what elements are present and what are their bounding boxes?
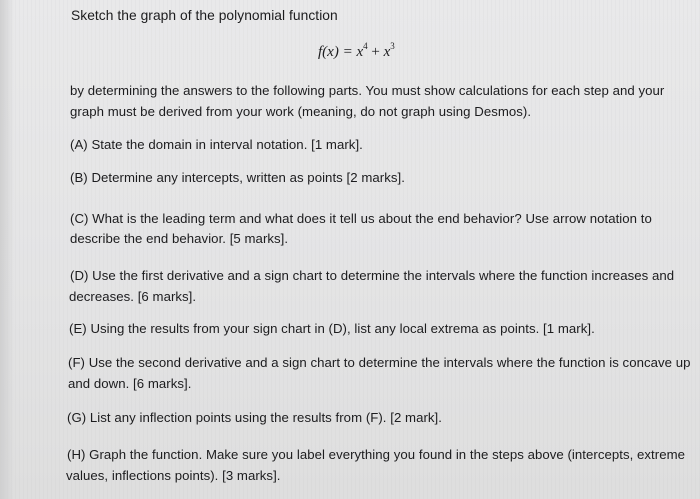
polynomial-formula (318, 42, 395, 61)
part-f-line-1: (F) Use the second derivative and a sign chart to determine the intervals where the function is concave up (68, 355, 691, 370)
part-c-line-1: (C) What is the leading term and what does it tell us about the end behavior? Use arrow notation to (70, 211, 652, 226)
part-b-line-1: (B) Determine any intercepts, written as points [2 marks]. (70, 170, 405, 185)
instructions-line-2: graph must be derived from your work (meaning, do not graph using Desmos). (70, 104, 532, 119)
formula-exponent-2: 3 (390, 41, 395, 51)
part-c-line-2: describe the end behavior. [5 marks]. (70, 231, 289, 246)
instructions-line-1: by determining the answers to the following parts. You must show calculations for each step and your (70, 83, 665, 98)
photo-shadow-edge (0, 0, 14, 499)
intro-line: Sketch the graph of the polynomial function (71, 8, 338, 23)
part-f-line-2: and down. [6 marks]. (68, 376, 192, 391)
part-e-line-1: (E) Using the results from your sign chart in (D), list any local extrema as points. [1 mark]. (69, 321, 595, 336)
formula-lhs: f(x) = (318, 44, 357, 60)
part-h-line-2: values, inflections points). [3 marks]. (66, 468, 281, 483)
part-d-line-2: decreases. [6 marks]. (69, 289, 197, 304)
part-g-line-1: (G) List any inflection points using the results from (F). [2 mark]. (67, 410, 442, 425)
formula-exponent-1: 4 (363, 41, 368, 51)
formula-operator: + (367, 44, 384, 60)
part-d-line-1: (D) Use the first derivative and a sign chart to determine the intervals where the function increases and (70, 268, 675, 283)
formula-base-1: x (356, 44, 364, 60)
formula-base-2: x (383, 44, 391, 60)
part-h-line-1: (H) Graph the function. Make sure you label everything you found in the steps above (intercepts, extreme (67, 447, 686, 462)
part-a-line-1: (A) State the domain in interval notation. [1 mark]. (70, 137, 363, 152)
